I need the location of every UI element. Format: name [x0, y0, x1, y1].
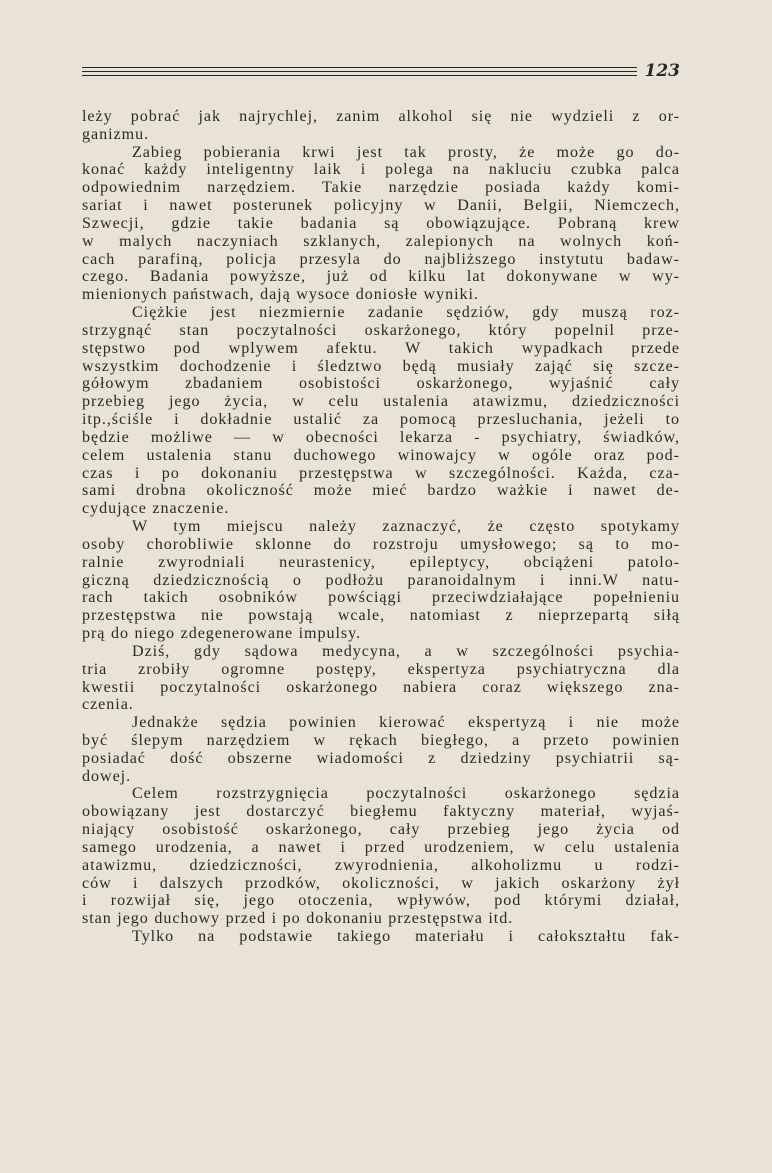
text-line: sami drobna okoliczność może mieć bardzo ważkie i nawet de- [82, 482, 680, 500]
text-line: samego urodzenia, a nawet i przed urodzeniem, w celu ustalenia [82, 838, 680, 856]
text-line: Szwecji, gdzie takie badania są obowiązujące. Pobraną krew [82, 214, 680, 232]
text-line: kwestii poczytalności oskarżonego nabiera coraz większego zna- [82, 678, 680, 696]
text-line: będzie możliwe — w obecności lekarza - psychiatry, świadków, [82, 428, 680, 446]
text-line: odpowiednim narzędziem. Takie narzędzie posiada każdy komi- [82, 179, 680, 197]
paragraph [82, 643, 680, 714]
text-line: mienionych państwach, dają wysoce doniosłe wyniki. [82, 286, 479, 304]
text-line: gółowym zbadaniem osobistości oskarżonego, wyjaśnić cały [82, 375, 680, 393]
body-text [82, 108, 680, 946]
text-line: przestępstwa nie powstają wcale, natomiast z nieprzepartą siłą [82, 607, 680, 625]
text-line: W tym miejscu należy zaznaczyć, że często spotykamy [132, 518, 680, 536]
text-line: Celem rozstrzygnięcia poczytalności oskarżonego sędzia [132, 785, 680, 803]
text-line: itp.,ściśle i dokładnie ustalić za pomocą przesluchania, jeżeli to [82, 411, 680, 429]
header-rule-middle [82, 71, 637, 72]
paragraph [82, 785, 680, 928]
text-line: prą do niego zdegenerowane impulsy. [82, 625, 362, 643]
paragraph [82, 928, 680, 946]
text-line: Zabieg pobierania krwi jest tak prosty, że może go do- [132, 143, 680, 161]
text-line: atawizmu, dziedziczności, zwyrodnienia, alkoholizmu u rodzi- [82, 856, 680, 874]
header-rule-bottom [82, 75, 637, 76]
text-line: czas i po dokonaniu przestępstwa w szczególności. Każda, cza- [82, 464, 680, 482]
text-line: być ślepym narzędziem w rękach biegłego, a przeto powinien [82, 731, 680, 749]
text-line: stan jego duchowy przed i po dokonaniu przestępstwa itd. [82, 910, 514, 928]
text-line: przebieg jego życia, w celu ustalenia atawizmu, dziedziczności [82, 393, 680, 411]
text-line: stępstwo pod wplywem afektu. W takich wypadkach przede [82, 339, 680, 357]
header-rule-top [82, 67, 637, 68]
paragraph [82, 714, 680, 785]
text-line: niający osobistość oskarżonego, cały przebieg jego życia od [82, 821, 680, 839]
paragraph [82, 108, 680, 144]
text-line: obowiązany jest dostarczyć biegłemu faktyczny materiał, wyjaś- [82, 803, 680, 821]
text-line: Jednakże sędzia powinien kierować ekspertyzą i nie może [132, 714, 680, 732]
page-number: 123 [644, 61, 680, 81]
text-line: strzygnąć stan poczytalności oskarżonego, który popelnil prze- [82, 321, 680, 339]
text-line: czego. Badania powyższe, już od kilku lat dokonywane w wy- [82, 268, 680, 286]
paragraph [82, 518, 680, 643]
text-line: tria zrobiły ogromne postępy, ekspertyza psychiatryczna dla [82, 660, 680, 678]
text-line: konać każdy inteligentny laik i polega na nakluciu czubka palca [82, 161, 680, 179]
text-line: rach takich osobników powściągi przeciwdziałające popełnieniu [82, 589, 680, 607]
text-line: ców i dalszych przodków, okoliczności, w jakich oskarżony żył [82, 874, 680, 892]
text-line: Ciężkie jest niezmiernie zadanie sędziów, gdy muszą roz- [132, 304, 680, 322]
text-line: czenia. [82, 696, 134, 714]
text-line: Dziś, gdy sądowa medycyna, a w szczególności psychia- [132, 642, 680, 660]
text-line: dowej. [82, 767, 132, 785]
text-line: sariat i nawet posterunek policyjny w Danii, Belgii, Niemczech, [82, 197, 680, 215]
text-line: cach parafiną, policja przesyla do najbliższego instytutu badaw- [82, 250, 680, 268]
text-line: giczną dziedzicznością o podłożu paranoidalnym i inni.W natu- [82, 571, 680, 589]
text-line: leży pobrać jak najrychlej, zanim alkohol się nie wydzieli z or- [82, 108, 680, 125]
text-line: ralnie zwyrodniali neurastenicy, epileptycy, obciążeni patolo- [82, 553, 680, 571]
paragraph [82, 144, 680, 304]
running-header [82, 60, 680, 82]
text-line: Tylko na podstawie takiego materiału i całokształtu fak- [132, 928, 680, 946]
paragraph [82, 304, 680, 518]
text-line: posiadać dość obszerne wiadomości z dziedziny psychiatrii są- [82, 749, 680, 767]
text-line: cydujące znaczenie. [82, 500, 230, 518]
text-line: osoby chorobliwie sklonne do rozstroju umysłowego; są to mo- [82, 535, 680, 553]
text-line: ganizmu. [82, 125, 150, 143]
text-line: i rozwijał się, jego otoczenia, wpływów, pod którymi działał, [82, 892, 680, 910]
text-line: wszystkim dochodzenie i śledztwo będą musiały zająć się szcze- [82, 357, 680, 375]
text-line: celem ustalenia stanu duchowego winowajcy w ogóle oraz pod- [82, 446, 680, 464]
text-line: w malych naczyniach szklanych, zalepionych na wolnych koń- [82, 232, 680, 250]
